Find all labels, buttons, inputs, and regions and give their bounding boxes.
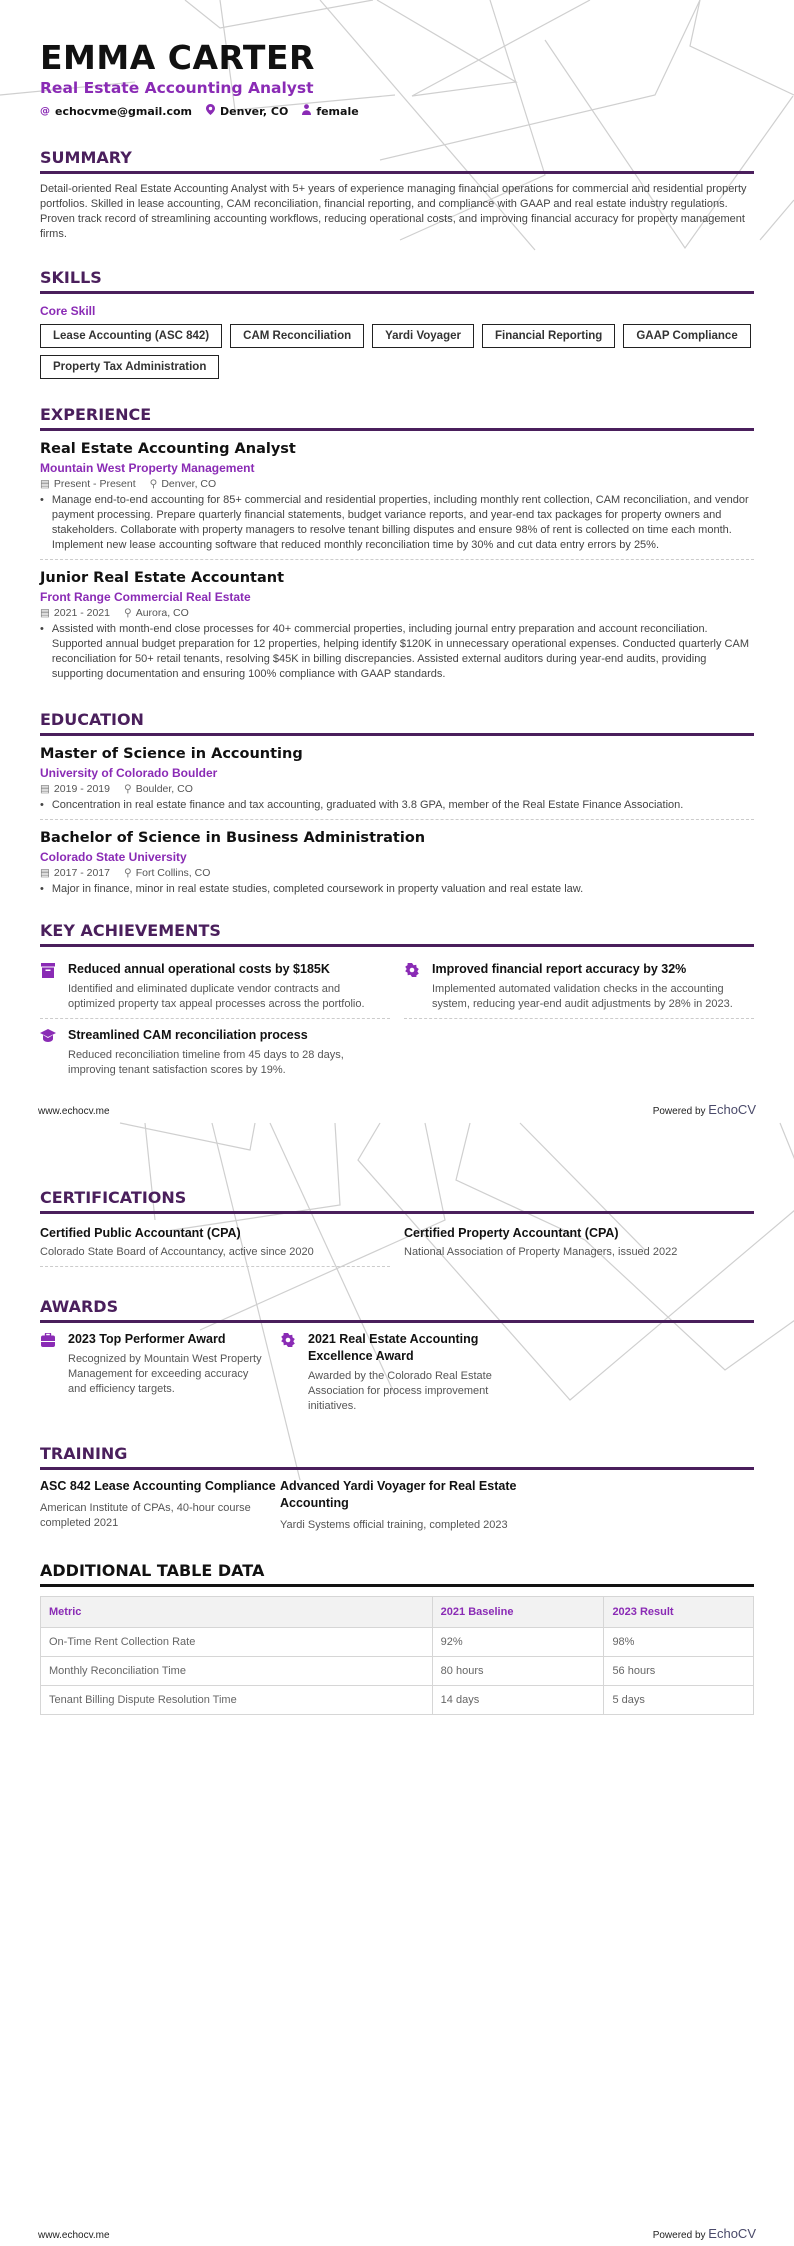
graduation-cap-icon [40, 1027, 56, 1078]
bullet-text: Concentration in real estate finance and tax accounting, graduated with 3.8 GPA, member of the Real Estate Finance Association. [51, 799, 684, 811]
certification-title: Certified Property Accountant (CPA) [404, 1226, 619, 1240]
contact-location-text: Denver, CO [220, 104, 289, 118]
location-pin-icon: ⚲ [123, 783, 132, 795]
certifications-section [40, 1188, 754, 1267]
skills-section [40, 268, 754, 379]
training-desc: American Institute of CPAs, 40-hour course completed 2021 [40, 1502, 251, 1529]
certification-item [404, 1218, 754, 1267]
entry-location: Boulder, CO [135, 783, 193, 795]
certification-desc: National Association of Property Managers, issued 2022 [404, 1246, 678, 1258]
training-grid [40, 1478, 754, 1533]
table-cell: Tenant Billing Dispute Resolution Time [41, 1686, 433, 1715]
training-title: ASC 842 Lease Accounting Compliance [40, 1479, 276, 1493]
table-cell: 92% [432, 1628, 604, 1657]
achievements-grid [40, 953, 754, 1084]
training-section [40, 1444, 754, 1533]
achievement-title: Streamlined CAM reconciliation process [68, 1028, 308, 1042]
candidate-name: EMMA CARTER [40, 38, 315, 77]
skill-chip: Yardi Voyager [372, 324, 474, 348]
skill-chip: Property Tax Administration [40, 355, 219, 379]
skill-chip: CAM Reconciliation [230, 324, 364, 348]
entry-location: Aurora, CO [135, 607, 189, 619]
section-heading: TRAINING [40, 1444, 754, 1470]
degree-title: Master of Science in Accounting [40, 746, 303, 762]
entry-bullet [40, 622, 754, 682]
briefcase-icon [40, 1331, 56, 1414]
table-row [41, 1657, 754, 1686]
degree-title: Bachelor of Science in Business Administration [40, 830, 426, 846]
training-item [40, 1478, 280, 1533]
education-section [40, 710, 754, 903]
achievement-item [40, 953, 390, 1019]
table-row [41, 1686, 754, 1715]
summary-section [40, 148, 754, 242]
table-cell: 98% [604, 1628, 754, 1657]
footer-powered [653, 1102, 756, 1117]
powered-by-label: Powered by [652, 1106, 706, 1117]
section-heading: KEY ACHIEVEMENTS [40, 921, 754, 947]
calendar-icon: ▤ [40, 867, 50, 879]
calendar-icon: ▤ [40, 607, 50, 619]
contact-location [206, 104, 288, 118]
candidate-title: Real Estate Accounting Analyst [40, 79, 314, 97]
education-entry [40, 736, 754, 820]
section-heading: SKILLS [40, 268, 754, 294]
skill-group-label: Core Skill [40, 304, 96, 318]
bullet-text: Assisted with month-end close processes for 40+ commercial properties, including journal entry preparation and account reconciliation. Supported annual budget preparation for 12 properties, helping identify $120K in unnecessary operational expenses. Conducted quarterly CAM reconciliation for 50+ retail tenants, resolving $45K in billing discrepancies. Assisted external auditors during year-end audits, providing supporting documentation and ensuring 100% compliance with GAAP standards. [51, 623, 749, 680]
table-cell: On-Time Rent Collection Rate [41, 1628, 433, 1657]
table-header-row [41, 1597, 754, 1628]
footer-powered [653, 2226, 756, 2241]
entry-dates: 2019 - 2019 [53, 783, 110, 795]
bullet-icon: • [40, 799, 44, 811]
contact-list [40, 104, 754, 118]
certifications-grid [40, 1218, 754, 1267]
page-footer-2 [0, 2226, 794, 2241]
skill-chips [40, 324, 754, 379]
experience-entry [40, 431, 754, 560]
footer-website[interactable]: www.echocv.me [38, 2230, 110, 2241]
bullet-icon: • [40, 494, 44, 506]
bullet-icon: • [40, 623, 44, 635]
resume-header [40, 0, 754, 118]
gear-icon [404, 961, 420, 1012]
gear-icon [280, 1331, 296, 1414]
column-header: Metric [41, 1597, 433, 1628]
entry-dates: Present - Present [53, 478, 136, 490]
table-row [41, 1628, 754, 1657]
experience-entry [40, 560, 754, 688]
bullet-icon: • [40, 883, 44, 895]
table-cell: 56 hours [604, 1657, 754, 1686]
training-desc: Yardi Systems official training, completed 2023 [280, 1519, 508, 1531]
experience-section [40, 405, 754, 688]
archive-box-icon [40, 961, 56, 1012]
section-heading: SUMMARY [40, 148, 754, 174]
column-header: 2021 Baseline [432, 1597, 604, 1628]
section-heading: EXPERIENCE [40, 405, 754, 431]
metrics-table [40, 1596, 754, 1715]
footer-website[interactable]: www.echocv.me [38, 1106, 110, 1117]
job-title: Real Estate Accounting Analyst [40, 441, 296, 457]
achievement-item [40, 1019, 390, 1084]
skill-chip: GAAP Compliance [623, 324, 750, 348]
location-pin-icon: ⚲ [123, 607, 132, 619]
section-heading: EDUCATION [40, 710, 754, 736]
company-name: Front Range Commercial Real Estate [40, 590, 251, 604]
job-title: Junior Real Estate Accountant [40, 570, 285, 586]
resume-page [0, 0, 794, 1084]
entry-location: Denver, CO [161, 478, 217, 490]
section-heading: CERTIFICATIONS [40, 1188, 754, 1214]
location-pin-icon [206, 104, 215, 118]
skill-chip: Financial Reporting [482, 324, 615, 348]
location-pin-icon: ⚲ [149, 478, 158, 490]
entry-dates: 2021 - 2021 [53, 607, 110, 619]
at-icon: @ [40, 105, 50, 117]
certification-item [40, 1218, 390, 1267]
school-name: Colorado State University [40, 850, 187, 864]
entry-meta [40, 783, 754, 795]
bullet-text: Major in finance, minor in real estate studies, completed coursework in property valuation and real estate law. [51, 883, 584, 895]
table-cell: 5 days [604, 1686, 754, 1715]
certification-title: Certified Public Accountant (CPA) [40, 1226, 241, 1240]
page-footer [0, 1102, 794, 1117]
skill-chip: Lease Accounting (ASC 842) [40, 324, 222, 348]
entry-bullet [40, 798, 754, 813]
calendar-icon: ▤ [40, 783, 50, 795]
table-cell: 14 days [432, 1686, 604, 1715]
entry-meta [40, 478, 754, 490]
company-name: Mountain West Property Management [40, 461, 255, 475]
contact-email[interactable] [40, 105, 192, 118]
school-name: University of Colorado Boulder [40, 766, 218, 780]
award-desc: Recognized by Mountain West Property Management for exceeding accuracy and efficiency targets. [68, 1353, 262, 1395]
additional-table-section [40, 1561, 754, 1715]
contact-gender-text: female [316, 104, 359, 118]
footer-brand[interactable]: EchoCV [708, 1102, 756, 1117]
location-pin-icon: ⚲ [123, 867, 132, 879]
entry-bullet [40, 493, 754, 553]
training-title: Advanced Yardi Voyager for Real Estate Accounting [280, 1479, 517, 1510]
award-desc: Awarded by the Colorado Real Estate Association for process improvement initiatives. [308, 1370, 492, 1412]
entry-dates: 2017 - 2017 [53, 867, 110, 879]
section-heading: ADDITIONAL TABLE DATA [40, 1561, 754, 1587]
entry-meta [40, 607, 754, 619]
achievement-item [404, 953, 754, 1019]
achievements-section [40, 921, 754, 1084]
contact-gender [302, 104, 358, 118]
entry-bullet [40, 882, 754, 897]
achievement-title: Reduced annual operational costs by $185K [68, 962, 330, 976]
section-heading: AWARDS [40, 1297, 754, 1323]
footer-brand[interactable]: EchoCV [708, 2226, 756, 2241]
award-title: 2023 Top Performer Award [68, 1332, 226, 1346]
calendar-icon: ▤ [40, 478, 50, 490]
achievement-desc: Reduced reconciliation timeline from 45 days to 28 days, improving tenant satisfaction scores by 19%. [68, 1049, 344, 1076]
achievement-desc: Identified and eliminated duplicate vendor contracts and optimized property tax appeal processes across the portfolio. [68, 983, 365, 1010]
achievement-title: Improved financial report accuracy by 32% [432, 962, 687, 976]
awards-grid [40, 1331, 754, 1414]
entry-meta [40, 867, 754, 879]
training-item [280, 1478, 520, 1533]
contact-email-text: echocvme@gmail.com [55, 104, 193, 118]
powered-by-label: Powered by [652, 2230, 706, 2241]
awards-section [40, 1297, 754, 1414]
column-header: 2023 Result [604, 1597, 754, 1628]
table-cell: 80 hours [432, 1657, 604, 1686]
entry-location: Fort Collins, CO [135, 867, 211, 879]
education-entry [40, 820, 754, 903]
award-item [40, 1331, 280, 1414]
person-icon [302, 104, 311, 118]
award-item [280, 1331, 520, 1414]
summary-text: Detail-oriented Real Estate Accounting Analyst with 5+ years of experience managing financial operations for commercial and residential property portfolios. Skilled in lease accounting, CAM reconciliation, financial reporting, and compliance with GAAP and real estate industry regulations. Proven track record of streamlining accounting workflows, reducing operational costs, and improving financial accuracy for property management firms. [40, 183, 747, 240]
resume-page-2 [0, 1188, 794, 1715]
certification-desc: Colorado State Board of Accountancy, active since 2020 [40, 1246, 314, 1258]
table-cell: Monthly Reconciliation Time [41, 1657, 433, 1686]
award-title: 2021 Real Estate Accounting Excellence Award [308, 1332, 479, 1363]
achievement-desc: Implemented automated validation checks in the accounting system, reducing year-end audit adjustments by 28% in 2023. [432, 983, 733, 1010]
bullet-text: Manage end-to-end accounting for 85+ commercial and residential properties, including monthly rent collection, CAM reconciliation, and vendor payment processing. Prepare quarterly financial statements, budget variance reports, and year-end tax packages for property owners and stakeholders. Collaborate with property managers to resolve tenant billing disputes and ensure 98% of rent is collected on time each month. Implement new lease accounting software that reduced monthly reconciliation time by 30% and cut data entry errors by 25%. [51, 494, 749, 551]
